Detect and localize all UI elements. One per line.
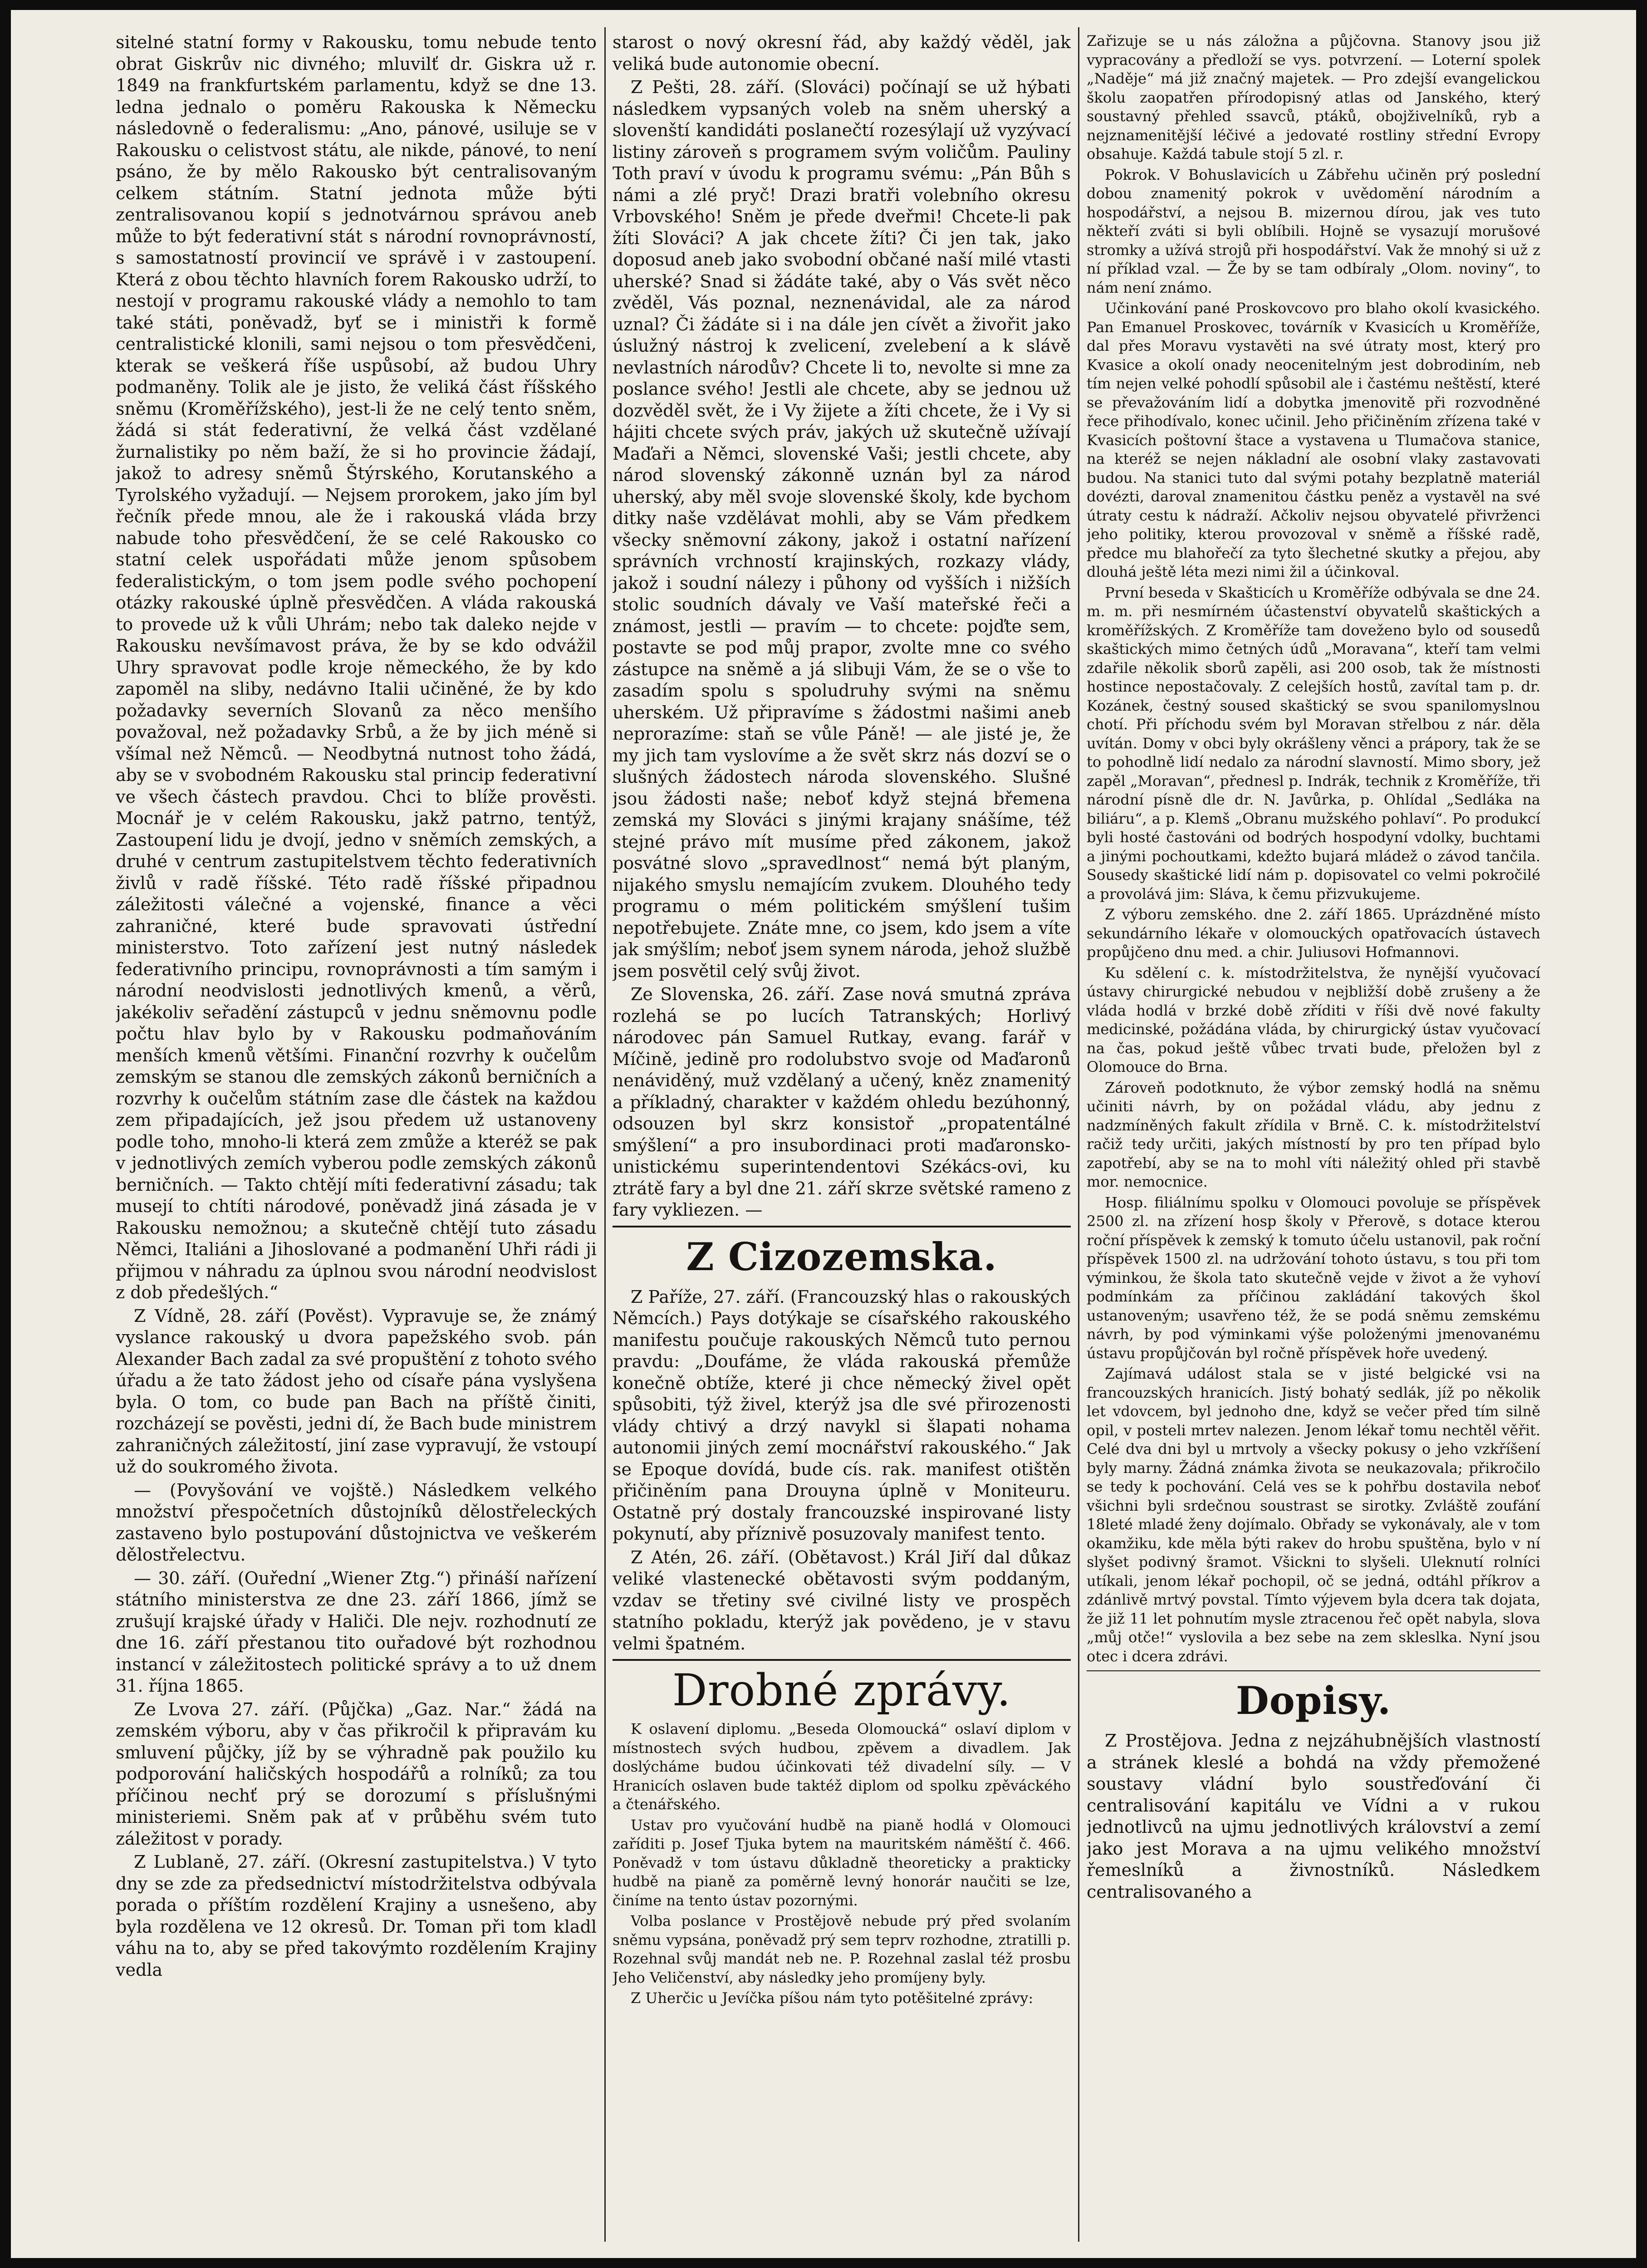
news-item: Učinkování pané Proskovcovo pro blaho okolí kvasického. Pan Emanuel Proskovec, továrník v Kvasicích u Kroměříže, dal přes Moravu vystavěti na své útraty most, který pro Kvasice a okolí onady neocenitelným jest dobrodiním, neb tím nejen velké pohodlí spůsobil ale i častému neštěstí, které se převažováním lidí a dobytka jmenovitě při rozvodněné řece přihodívalo, konec učinil. Jeho přičiněním zřízena také v Kvasicích poštovní štace a vystavena u Tlumačova stanice, na kteréž se nejen nákladní ale osobní vlaky zastavovati budou. Na stanici tuto dal svými potahy bezplatně materiál dovézti, daroval znamenitou částku peněz a vystavěl na své útraty cestu k nádraží. Ačkoliv nejsou obyvatelé přivrženci jeho politiky, kterou provozoval v sněmě a říšské radě, předce mu blahořečí za tyto šlechetné skutky a přejou, aby dlouhá ještě léta mezi nimi žil a účinkoval. <box>1087 299 1540 580</box>
news-item: Zároveň podotknuto, že výbor zemský hodlá na sněmu učiniti návrh, by on požádal vládu, aby jednu z nadzmíněných fakult zřídila v Brně. C. k. místodržitelství račiž tedy určiti, jakých místností by pro ten případ bylo zapotřebí, aby se na to mohl víti náležitý ohled při stavbě mor. nemocnice. <box>1087 1079 1540 1190</box>
news-item: Z Uherčic u Jevíčka píšou nám tyto potěšitelné zprávy: <box>631 1989 1034 2007</box>
article-paragraph: Z Vídně, 28. září (Pověst). Vypravuje se, že známý vyslance rakouský u dvora papežského svob. pán Alexander Bach zadal za své propuštění z tohoto svého úřadu a že tato žádost jeho od císaře pána vyslyšena byla. O tom, co bude pan Bach na příště činiti, rozcházejí se pověsti, jedni dí, že Bach bude ministrem zahraničných záležitostí, jiní zase vypravují, že vstoupí už do soukromého života. <box>116 1306 597 1477</box>
news-item: Zařizuje se u nás záložna a půjčovna. Stanovy jsou již vypracovány a předloží se vys. potvrzení. — Loterní spolek „Naděje“ má již značný majetek. — Pro zdejší evangelickou školu zaopatřen přírodopisný atlas od Janského, který soustavný přehled ssavců, ptáků, obojživelníků, ryb a nejznamenitější léčivé a jedovaté rostliny střední Evropy obsahuje. Každá tabule stojí 5 zl. r. <box>1087 32 1540 162</box>
scan-border-top <box>0 0 1647 10</box>
column-1 <box>116 32 597 2237</box>
section-heading-small-news: Drobné zprávy. <box>672 1665 1011 1716</box>
column-3 <box>1087 32 1540 2237</box>
news-item: Ustav pro vyučování hudbě na pianě hodlá v Olomouci zaříditi p. Josef Tjuka bytem na mauritském náměští č. 466. Poněvadž v tom ústavu důkladně theoreticky a prakticky hudbě na pianě za poměrně levný honorár naučiti se lze, činíme na tento ústav pozornými. <box>613 1816 1071 1909</box>
news-item: Volba poslance v Prostějově nebude prý před svolaním sněmu vypsána, poněvadž prý sem teprv rozhodne, ztratilli p. Rozehnal svůj mandát neb ne. P. Rozehnal zaslal též prosbu Jeho Veličenství, aby následky jeho promíjeny byly. <box>613 1912 1071 1986</box>
section-rule <box>613 1226 1071 1227</box>
column-divider <box>604 27 606 2242</box>
article-paragraph: Z Prostějova. Jedna z nejzáhubnějších vlastností a stránek kleslé a bohdá na vždy přemožené soustavy vládní bylo soustřeďování či centralisování kapitálu ve Vídni a v rukou jednotlivců na ujmu jednotlivých království a zemí jako jest Morava a na ujmu velikého množství řemeslníků a živnostníků. Následkem centralisovaného a <box>1087 1731 1540 1902</box>
scan-border-left <box>0 0 11 2268</box>
news-item: Hosp. filiálnímu spolku v Olomouci povoluje se příspěvek 2500 zl. na zřízení hosp školy v Přerově, s dotace kterou roční příspěvek k zemský k tomuto účelu ustanovil, pak roční příspěvek 1500 zl. na udržování tohoto ústavu, s tou při tom výminkou, že škola tato skutečně vejde v život a že vyhoví podmínkám za příčinou zakládání takových škol ustanoveným; usavřeno též, že se podá sněmu zemskému návrh, by pod výminkami výše položenými jmenovanému ústavu propůjčován byl ročně příspěvek hoře uvedený. <box>1087 1193 1540 1362</box>
column-2 <box>613 32 1071 2237</box>
article-paragraph: — (Povyšování ve vojště.) Následkem velkého množství přespočetních důstojníků dělostřeleckých zastaveno bylo postupování důstojnictva ve veškerém dělostřelectvu. <box>116 1480 597 1565</box>
news-item: Z výboru zemského. dne 2. září 1865. Uprázdněné místo sekundárního lékaře v olomouckých opatřovacích ústavech propůjčeno dnu med. a chir. Juliusovi Hofmannovi. <box>1087 906 1540 961</box>
article-paragraph: starost o nový okresní řád, aby každý věděl, jak veliká bude autonomie obecní. <box>613 32 1071 74</box>
scan-border-bottom <box>0 2258 1647 2268</box>
article-paragraph: Z Lublaně, 27. září. (Okresní zastupitelstva.) V tyto dny se zde za předsednictví místodržitelstva odbývala porada o příštím rozdělení Krajiny a usnešeno, aby byla rozdělena ve 12 okresů. Dr. Toman při tom kladl váhu na to, aby se před takovýmto rozdělením Krajiny vedla <box>116 1852 597 1980</box>
small-news-block <box>613 1720 1071 2008</box>
article-paragraph: Z Paříže, 27. září. (Francouzský hlas o rakouských Němcích.) Pays dotýkaje se císařského rakouského manifestu poučuje rakouských Němců tuto pernou pravdu: „Doufáme, že vláda rakouská přemůže konečně obtíže, které ji chce německý živel opět spůsobiti, týž živel, kterýž jsa dle své přirozenosti vlády chtivý a drzý navykl si šlapati nohama autonomii jiných zemí mocnářství rakouského.“ Jak se Epoque dovídá, bude cís. rak. manifest otištěn přičiněním pana Drouyna úplně v Moniteuru. Ostatně prý dostaly francouzské inspirované listy pokynutí, aby příznivě posuzovaly manifest tento. <box>613 1286 1071 1544</box>
news-item: K oslavení diplomu. „Beseda Olomoucká“ oslaví diplom v místnostech svých hudbou, zpěvem a divadlem. Jak doslýcháme budou účinkovati též divadelní síly. — V Hranicích oslaven bude taktéž diplom od spolku zpěváckého a čtenářského. <box>613 1720 1071 1813</box>
article-paragraph: Z Atén, 26. září. (Obětavost.) Král Jiří dal důkaz veliké vlastenecké obětavosti svým poddaným, vzdav se třetiny své civilné listy ve prospěch statního pokladu, kterýž jak povědeno, je v stavu velmi špatném. <box>613 1547 1071 1654</box>
article-paragraph: Ze Slovenska, 26. září. Zase nová smutná zpráva rozlehá se po lucích Tatranských; Horlivý národovec pán Samuel Rutkay, evang. farář v Míčině, jedině pro rodolubstvo svoje od Maďaronů nenáviděný, muž vzdělaný a učený, kněz znamenitý a příkladný, charakter v každém ohledu bezúhonný, odsouzen byl skrz konsistoř „propatentálné smýšlení“ a pro insubordinaci proti maďaronsko-unistickému superintendentovi Székács-ovi, ku ztrátě fary a byl dne 21. září skrze světské rameno z fary vykliezen. — <box>613 984 1071 1220</box>
section-heading-letters: Dopisy. <box>1235 1678 1392 1723</box>
column-divider <box>1078 27 1079 2242</box>
article-paragraph: — 30. září. (Ouřední „Wiener Ztg.“) přináší nařízení státního ministerstva ze dne 23. září 1866, jímž se zrušují krajské úřady v Haliči. Dle nejv. rozhodnutí ze dne 16. září přestanou tito ouřadové být rozhodnou instancí v záležitostech politické správy a to už dnem 31. října 1865. <box>116 1568 597 1696</box>
section-rule <box>1087 1670 1540 1671</box>
section-heading-foreign: Z Cizozemska. <box>686 1234 997 1279</box>
article-paragraph: Ze Lvova 27. září. (Půjčka) „Gaz. Nar.“ žádá na zemském výboru, aby v čas přikročil k připravám ku smluvení půjčky, jíž by se výhradně pak použilo ku podporování haličských hospodářů a rolníků; za tou příčinou nechť prý se dorozumí s příslušnými ministeriemi. Sněm pak ať v průběhu svém tuto záležitost v porady. <box>116 1699 597 1849</box>
article-paragraph: sitelné statní formy v Rakousku, tomu nebude tento obrat Giskrův nic divného; mluvilť dr. Giskra už r. 1849 na frankfurtském parlamentu, když se dne 13. ledna jednalo o poměru Rakouska k Německu následovně o federalismu: „Ano, pánové, usiluje se v Rakousku o celistvost státu, ale nikde, pánové, to není psáno, že by mělo Rakousko být centralisovaným celkem státním. Statní jednota může býti zentralisovanou kopií s jednotvárnou správou aneb může to být federativní stát s národní rovnoprávností, s samostatností provincií ve správě i v zastoupení. Která z obou těchto hlavních forem Rakousko udrží, to nestojí v programu rakouské vlády a nemohlo to tam také státi, poněvadž, byť se i ministři k formě centralistické klonili, sami nejsou o tom přesvědčeni, kterak se veškerá říše uspůsobí, až budou Uhry podmaněny. Tolik ale je jisto, že veliká část říšského sněmu (Kroměřížského), jest-li že ne celý tento sněm, žádá si stát federativní, že velká část vzdělané žurnalistiky po něm baží, že si ho provincie žádají, jakož to adresy sněmů Štýrského, Korutanského a Tyrolského vyžadují. — Nejsem prorokem, jako jím byl řečník přede mnou, ale že i rakouská vláda brzy nabude toho přesvědčení, že se celé Rakousko co statní celek uspořádati může jenom spůsobem federalistickým, o tom jsem podle svého pochopení otázky rakouské úplně přesvědčen. A vláda rakouská to provede už k vůli Uhrám; nebo tak daleko nejde v Rakousku nevšímavost práva, že by se kdo odvážil Uhry spravovat podle kroje německého, že by kdo zapoměl na sliby, nedávno Italii učiněné, že by kdo požadavky severních Slovanů za něco menšího považoval, než požadavky Srbů, a že by jich méně si všímal než Němců. — Neodbytná nutnost toho žádá, aby se v svobodném Rakousku stal princip federativní ve všech částech pravdou. Chci to blíže prověsti. Mocnář je v celém Rakousku, jakž patrno, tentýž, Zastoupení lidu je dvojí, jedno v sněmích zemských, a druhé v centrum zastupitelstvem těchto federativních živlů v radě říšské. Této radě říšské připadnou záležitosti válečné a vojenské, finance a věci zahraničné, které bude spravovati ústřední ministerstvo. Toto zařízení jest nutný následek federativního principu, rovnoprávnosti a tím samým i národní neodvislosti jednotlivých kmenů, a věrů, jakékoliv seřadění zástupců v jednu sněmovnu podle počtu hlav bylo by v Rakousku podmaňováním menších kmenů většími. Finanční rozvrhy k oučelům zemským se stanou dle zemských zákonů berničních a rozvrhy k oučelům státním zase dle částek na každou zem připadajících, jež jsou předem už ustanoveny podle toho, mnoho-li která zem zmůže a kteréž se pak v jednotlivých zemích vyberou podle zemských zákonů berničních. — Takto chtějí míti federativní zásadu; tak musejí to chtíti národové, poněvadž jiná zásada je v Rakousku nemožnou; a skutečně chtějí tuto zásadu Němci, Italiáni a Jihoslované a podmanění Uhři rádi ji přijmou v náhradu za úplnou svou národní neodvislost z dob předešlých.“ <box>116 32 597 1302</box>
news-item: Pokrok. V Bohuslavicích u Zábřehu učiněn prý poslední dobou znamenitý pokrok v uvědomění národním a hospodářství, a nejsou B. mizernou dírou, jak ves tuto někteří zváti si byli oblíbili. Hojně se vysazují morušové stromky a užívá strojů při hospodářství. Vak že mnohý si už z ní příklad vzal. — Že by se tam odbíraly „Olom. noviny“, to nám není známo. <box>1087 166 1540 296</box>
section-rule <box>613 1659 1071 1661</box>
news-item: Ku sdělení c. k. místodržitelstva, že nynější vyučovací ústavy chirurgické nebudou v nejbližší době zrušeny a že vláda hodlá v brzké době zříditi v říši dvě nové fakulty medicinské, požádána vláda, by chirurgický ústav vyučovací na čas, pokud ještě vůbec trvati bude, přeložen byl z Olomouce do Brna. <box>1087 964 1540 1075</box>
news-item: První beseda v Skašticích u Kroměříže odbývala se dne 24. m. m. při nesmírném účastenství obyvatelů skaštických a kroměřížských. Z Kroměříže tam doveženo bylo od sousedů skaštických mimo četných údů „Moravana“, kteří tam velmi zdařile několik sborů zapěli, asi 200 osob, tak že místnosti hostince nepostačovaly. Z celejších hostů, zavítal tam p. dr. Kozánek, čestný soused skaštický se svou spanilomyslnou chotí. Při příchodu svém byl Moravan střelbou z nár. děla uvítán. Domy v obci byly okrášleny věnci a prápory, tak že se to pohodlně lidí nedalo za národní slavností. Mimo sbory, jež zapěl „Moravan“, přednesl p. Indrák, technik z Kroměříže, tři národní písně dle dr. N. Javůrka, p. Ohlídal „Sedláka na biliáru“, a p. Klemš „Obranu mužského pohlaví“. Po produkcí byli hosté častováni od bodrých hospodyní vdolky, buchtami a jinými pochoutkami, kdežto bujará mládež o závod tančila. Sousedy skaštické lidí nám p. dopisovatel co velmi pokročilé a provolává jim: Sláva, k čemu přizvukujeme. <box>1087 584 1540 903</box>
article-paragraph: Z Pešti, 28. září. (Slováci) počínají se už hýbati následkem vypsaných voleb na sněm uherský a slovenští kandidáti poslanečtí rozesýlají už vyzývací listiny zároveň s programem svým voličům. Pauliny Toth praví v úvodu k programu svému: „Pán Bůh s námi a zlé pryč! Drazi bratři volebního okresu Vrbovského! Sněm je přede dveřmi! Chcete-li pak žíti Slováci? A jak chcete žíti? Či jen tak, jako doposud aneb jako svobodní občané naší milé vtasti uherské? Snad si žádáte také, aby o Vás svět něco zvěděl, Vás poznal, neznenávidal, ale za národ uznal? Či žádáte si i na dále jen cívět a živořit jako úslužný nástroj k zvelicení, zvelebení a k slávě nevlastních národův? Chcete li to, nevolte si mne za poslance svého! Jestli ale chcete, aby se jednou už dozvěděl svět, že i Vy žijete a žíti chcete, že i Vy si hájiti chcete svých práv, jakých už skutečně užívají Maďaři a Němci, slovenské Vaši; jestli chcete, aby národ slovenský zákonně uznán byl za národ uherský, aby měl svoje slovenské školy, kde bychom ditky naše vzdělávat mohli, aby se Vám předkem všecky sněmovní zákony, jakož i ostatní nařízení správních vrchností krajinských, rozkazy vlády, jakož i soudní nálezy i půhony od vyšších i nižších stolic soudních dávaly ve Vaší mateřské řeči a známost, jestli — pravím — to chcete: pojďte sem, postavte se pod můj prapor, zvolte mne co svého zástupce na sněmě a já slibuji Vám, že se o vše to zasadím spolu s spoludruhy svými na sněmu uherském. Už připravíme s žádostmi našimi aneb neprorazíme: staň se vůle Páně! — ale jisté je, že my jich tam vyslovíme a že svět skrz nás dozví se o slušných žádostech národa slovenského. Slušné jsou žádosti naše; neboť když stejná břemena zemská my Slováci s jinými krajany snášíme, též stejné právo mít musíme před zákonem, jakož posvátné slovo „spravedlnost“ nemá být planým, nijakého smyslu nemajícím zvukem. Dlouhého tedy programu o mém politickém smýšlení tušim nepotřebujete. Znáte mne, co jsem, kdo jsem a víte jak smýšlím; neboť jsem synem národa, jehož službě jsem posvětil celý svůj život. <box>613 77 1071 981</box>
scan-border-right <box>1636 0 1647 2268</box>
news-item: Zajímavá událost stala se v jisté belgické vsi na francouzských hranicích. Jistý bohatý sedlák, jíž po několik let vdovcem, byl jednoho dne, když se večer před tím silně opil, v posteli mrtev nalezen. Jenom lékař tomu nechtěl věřit. Celé dva dni byl u mrtvoly a všecky pokusy o jeho vzkříšení byly marny. Žádná známka života se neukazovala; přikročilo se tedy k pochování. Celá ves se k pohřbu dostavila neboť všichni byli srdečnou soustrast se sirotky. Zvláště zoufání 18leté mladé ženy dojímalo. Obřady se vykonávaly, ale v tom okamžiku, kde měla býti rakev do hrobu spuštěna, bylo v ní slyšet podivný šramot. Všickni to slyšeli. Uleknutí rolníci utíkali, jenom lékař pochopil, oč se jedná, odtáhl příkrov a zdánlivě mrtvý povstal. Tímto výjevem byla dcera tak dojata, že již 11 let pohnutím mysle ztracenou řeč opět nabyla, slova „můj otče!“ vyslovila a bez sebe na zem skleslka. Nyní jsou otec i dcera zdrávi. <box>1087 1365 1540 1665</box>
